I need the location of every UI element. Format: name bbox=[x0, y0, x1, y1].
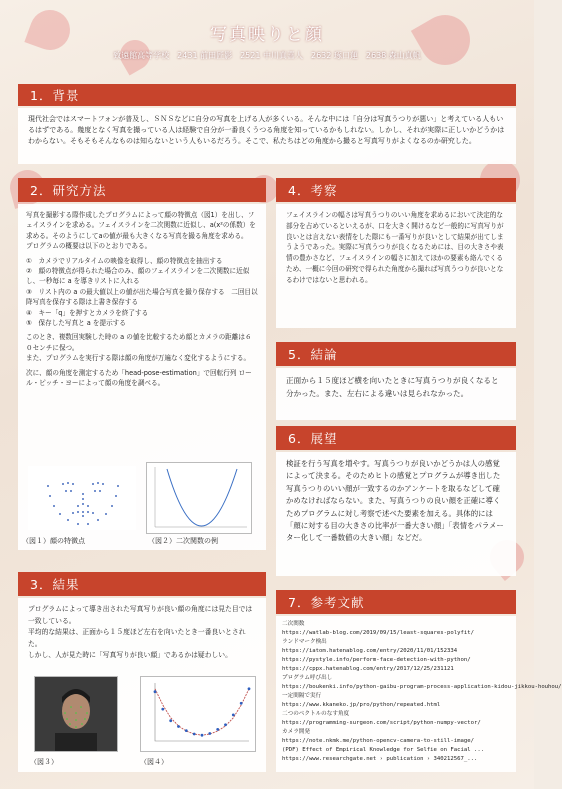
section-heading-conclusion: 5．結論 bbox=[276, 342, 516, 366]
method-step: ③ リスト内の a の最大値以上の値が出た場合写真を撮り保存する 二回目以降写真を保存する際は上書き保存する bbox=[26, 287, 258, 307]
reference-line: カメラ開発 bbox=[282, 729, 310, 735]
section-heading-references: 7．参考文献 bbox=[276, 590, 516, 614]
method-note: また、プログラムを実行する際は顔の角度が万遍なく変化するようにする。 bbox=[26, 354, 251, 363]
reference-line[interactable]: https://iatom.hatenablog.com/entry/2020/11/01/152334 bbox=[282, 648, 458, 654]
face-photo-illustration bbox=[35, 677, 117, 751]
reference-line: 二つのベクトルのなす角度 bbox=[282, 711, 350, 717]
chart-axes bbox=[155, 683, 249, 741]
section-body-references bbox=[276, 616, 562, 772]
method-note: 次に、顔の角度を測定するため「head-pose-estimation」で回転行列 ロール・ピッチ・ヨーによって顔の角度を調べる。 bbox=[26, 368, 252, 388]
reference-line[interactable]: https://watlab-blog.com/2019/09/15/least-squares-polyfit/ bbox=[282, 630, 474, 636]
reference-line[interactable]: (PDF) Effect of Empirical Knowledge for Selfie on Facial ... bbox=[282, 747, 485, 753]
reference-line: ランドマーク検出 bbox=[282, 639, 327, 645]
figure-3-photo bbox=[34, 676, 118, 752]
reference-line[interactable]: https://www.kkaneko.jp/pro/python/repeated.html bbox=[282, 702, 441, 708]
conclusion-text: 正面から１５度ほど横を向いたときに写真うつりが良くなると分かった。また、左右による違いは見られなかった。 bbox=[286, 376, 499, 398]
reference-line[interactable]: https://pystyle.info/perform-face-detection-with-python/ bbox=[282, 657, 471, 663]
section-heading-results: 3．結果 bbox=[18, 572, 266, 596]
results-text: しかし、人が見た時に「写真写りが良い顔」であるかは疑わしい。 bbox=[28, 651, 232, 659]
figure-1-caption: （図１）顔の特徴点 bbox=[22, 537, 85, 545]
section-body-background bbox=[18, 108, 516, 164]
reference-line[interactable]: https://note.nkmk.me/python-opencv-camera-to-still-image/ bbox=[282, 738, 474, 744]
outlook-text: 検証を行う写真を増やす。写真うつりが良いかどうかは人の感覚によって決まる。そのためヒトの感覚とプログラムが導き出した写真うつりのいい顔が一致するのかアンケートを取るなどして確かめなければならない。また、写真うつりの良い顔を正確に導くためプログラムに対し考察で述べた要素を加える。具体的には「顔に対する目の大きさの比率が一番大きい顔」「表情をパラメーター化して一番数値の大きい顔」などだ。 bbox=[286, 459, 504, 543]
results-text: 平均的な結果は、正面から１５度ほど左右を向いたとき一番良いとされた。 bbox=[28, 628, 246, 648]
reference-line: プログラム呼び出し bbox=[282, 675, 333, 681]
reference-line: 二次関数 bbox=[282, 621, 305, 627]
method-step: ④ キー「q」を押すとカメラを終了する bbox=[26, 308, 149, 317]
section-body-method bbox=[18, 204, 266, 550]
data-point bbox=[201, 734, 204, 737]
data-point bbox=[232, 714, 235, 717]
discussion-text: フェイスラインの幅さは写真うつりのいい角度を求めるにおいて決定的な部分を占めているといえるが、口を大きく開けるなど一般的に写真写りが良いとは言えない表情をした際にも一番写りが良いとして結果が出てしまうようであった。実際に写真うつりが良くなるためには、目の大きさや表情の豊かさなど、フェイスラインの幅さに加えてほかの要素も絡んでくるため、一概に今回の研究で得られた角度から撮れば写真うつりが良いとなるわけではないと思われる。 bbox=[286, 211, 504, 284]
results-text: プログラムによって導き出された写真写りが良い顔の角度には見た目では一致している。 bbox=[28, 605, 253, 625]
data-point bbox=[208, 732, 211, 735]
background-text: 現代社会ではスマートフォンが普及し、ＳＮＳなどに自分の写真を上げる人が多くいる。そんな中には「自分は写真うつりが悪い」と考えている人もいるはずである。幾度となく写真を撮っている人は経験で自分が一番良くうつる角度を知っているかもしれない。しかし、それが実際に正しいかどうかはわからない。そもそもそんなものは知らないという人もいるだろう。そこで、私たちはどの角度から撮ると写真写りがよくなるのか研究した。 bbox=[28, 115, 505, 145]
data-point bbox=[161, 708, 164, 711]
poster-authors: 致遠館高等学校 2431 前田匠影 2521 中川真喜人 2632 琢口蓮 2638 森山真帆 bbox=[113, 51, 421, 60]
data-point bbox=[169, 719, 172, 722]
data-point bbox=[185, 729, 188, 732]
data-point bbox=[240, 702, 243, 705]
poster-title: 写真映りと顔 bbox=[210, 25, 324, 45]
data-point bbox=[224, 723, 227, 726]
data-point bbox=[193, 733, 196, 736]
data-point bbox=[248, 687, 251, 690]
figure-4-chart bbox=[140, 676, 256, 752]
reference-line[interactable]: https://cppx.hatenablog.com/entry/2017/12/25/231121 bbox=[282, 666, 454, 672]
method-intro: 写真を撮影する際作成したプログラムによって顔の特徴点（図1）を出し、フェイスラインを求める。フェイスラインを二次関数に近似し、a(x²の係数）を求める。そのようにしてaの値が最も大きくなる写真を撮る角度を求める。 bbox=[26, 211, 256, 240]
section-heading-background: 1．背景 bbox=[18, 84, 516, 106]
section-body-outlook bbox=[276, 452, 516, 576]
reference-line[interactable]: https://www.researchgate.net › publication › 340212567_... bbox=[282, 756, 478, 762]
figure-2-caption: （図２）二次関数の例 bbox=[148, 537, 218, 545]
data-point bbox=[216, 728, 219, 731]
reference-line[interactable]: https://programming-surgeon.com/script/python-numpy-vector/ bbox=[282, 720, 481, 726]
landmark-plot bbox=[28, 466, 136, 530]
method-overview: プログラムの概要は以下のとおりである。 bbox=[26, 242, 152, 251]
parabola-plot bbox=[147, 463, 251, 533]
method-step: ① カメラでリアルタイムの映像を取得し、顔の特徴点を抽出する bbox=[26, 256, 223, 265]
figure-4-caption: （図４） bbox=[140, 758, 168, 766]
figure-2-parabola bbox=[146, 462, 252, 534]
method-step: ⑤ 保存した写真と a を提示する bbox=[26, 319, 126, 328]
reference-line: 一定間隔で実行 bbox=[282, 693, 322, 699]
data-point bbox=[154, 690, 157, 693]
reference-line[interactable]: https://boukenki.info/python-gaibu-program-process-application-kidou-jikkou-houhou/ bbox=[282, 684, 562, 690]
figure-3-caption: （図３） bbox=[30, 758, 58, 766]
section-heading-method: 2．研究方法 bbox=[18, 178, 266, 202]
section-heading-discussion: 4．考察 bbox=[276, 178, 516, 202]
series-line-approx bbox=[155, 689, 249, 735]
section-heading-outlook: 6．展望 bbox=[276, 426, 516, 450]
section-body-conclusion bbox=[276, 368, 516, 420]
method-step: ② 顔の特徴点が得られた場合のみ、顔のフェイスラインを二次関数に近似し、一秒毎に a を導きリストに入れる bbox=[26, 267, 250, 286]
data-point bbox=[177, 725, 180, 728]
method-note: このとき、複数回実験した時の a の値を比較するため顔とカメラの距離は６０センチに保つ。 bbox=[26, 333, 252, 352]
figure-1-landmarks bbox=[28, 466, 136, 530]
angle-vs-a-chart bbox=[141, 677, 255, 751]
method-steps bbox=[26, 256, 258, 329]
section-body-discussion bbox=[276, 204, 516, 328]
